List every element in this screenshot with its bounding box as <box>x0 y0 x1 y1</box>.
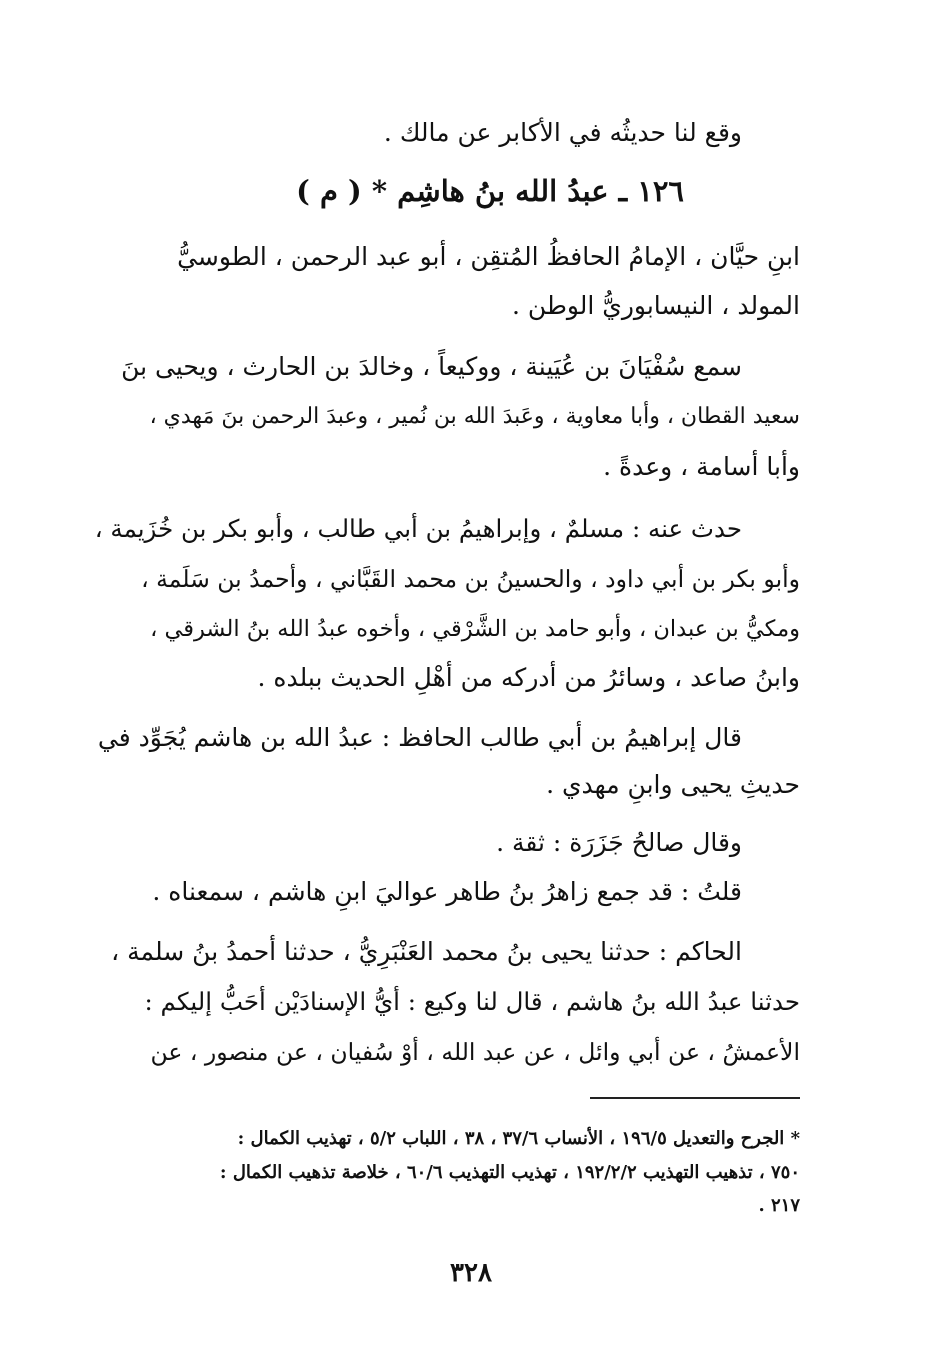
intro-line: وقع لنا حديثُه في الأكابر عن مالك . <box>383 118 742 147</box>
paragraph-line: سعيد القطان ، وأبا معاوية ، وعَبدَ الله بن نُمير ، وعبدَ الرحمن بنَ مَهدي ، <box>149 404 800 429</box>
footnote-line: * الجرح والتعديل ١٩٦/٥ ، الأنساب ٣٧/٦ ، ٣٨ ، اللباب ٥/٢ ، تهذيب الكمال : <box>237 1128 800 1149</box>
paragraph-line: المولد ، النيسابوريُّ الوطن . <box>512 291 800 320</box>
paragraph-line: سمع سُفْيَانَ بن عُيَينة ، ووكيعاً ، وخالدَ بن الحارث ، ويحيى بنَ <box>121 352 742 381</box>
paragraph-line: الأعمشُ ، عن أبي وائل ، عن عبد الله ، أوْ سُفيان ، عن منصور ، عن <box>150 1038 800 1066</box>
paragraph-line: قلتُ : قد جمع زاهرُ بنُ طاهر عواليَ ابنِ هاشم ، سمعناه . <box>152 877 742 906</box>
footnote-separator <box>590 1097 800 1099</box>
paragraph-line: حدثنا عبدُ الله بنُ هاشم ، قال لنا وكيع : أيُّ الإسنادَيْن أحَبُّ إليكم : <box>144 987 800 1016</box>
page-number: ٣٢٨ <box>450 1258 492 1288</box>
paragraph-line: حدث عنه : مسلمٌ ، وإبراهيمُ بن أبي طالب ، وأبو بكر بن خُزَيمة ، <box>94 514 742 543</box>
paragraph-line: حديثِ يحيى وابنِ مهدي . <box>546 770 800 799</box>
paragraph-line: وأبو بكر بن أبي داود ، والحسينُ بن محمد القَبَّاني ، وأحمدُ بن سَلَمة ، <box>141 565 800 593</box>
paragraph-line: وقال صالحُ جَزَرَة : ثقة . <box>496 828 742 857</box>
paragraph-line: وأبا أسامة ، وعدةً . <box>603 452 800 481</box>
paragraph-line: الحاكم : حدثنا يحيى بنُ محمد العَنْبَرِيُّ ، حدثنا أحمدُ بنُ سلمة ، <box>111 937 742 966</box>
paragraph-line: وابنُ صاعد ، وسائرُ من أدركه من أهْلِ الحديث ببلده . <box>257 663 800 692</box>
paragraph-line: قال إبراهيمُ بن أبي طالب الحافظ : عبدُ الله بن هاشم يُجَوِّد في <box>97 723 742 752</box>
paragraph-line: ومكيُّ بن عبدان ، وأبو حامد بن الشَّرْقي ، وأخوه عبدُ الله بنُ الشرقي ، <box>150 616 800 642</box>
entry-heading: ١٢٦ ـ عبدُ الله بنُ هاشِم * ( م ) <box>296 174 684 208</box>
footnote-line: ٧٥٠ ، تذهيب التهذيب ١٩٢/٢/٢ ، تهذيب التهذيب ٦٠/٦ ، خلاصة تذهيب الكمال : <box>219 1162 800 1183</box>
footnote-line: ٢١٧ . <box>758 1195 800 1216</box>
paragraph-line: ابنِ حيَّان ، الإمامُ الحافظُ المُتقِن ، أبو عبد الرحمن ، الطوسيُّ <box>177 242 800 271</box>
